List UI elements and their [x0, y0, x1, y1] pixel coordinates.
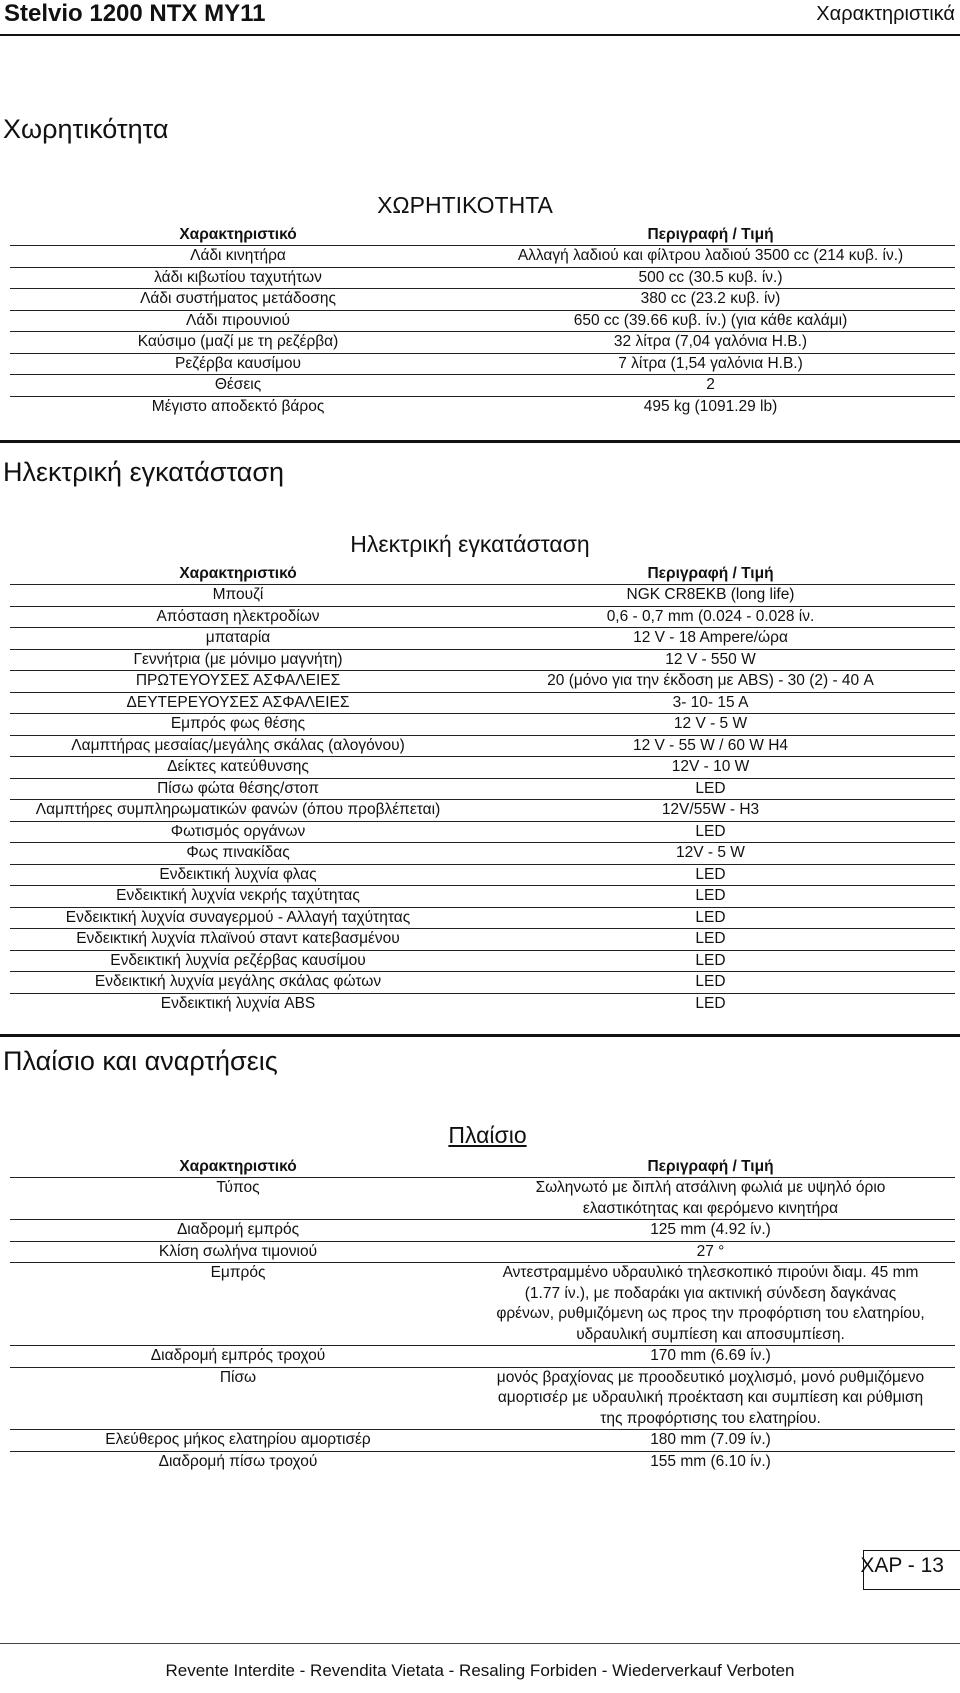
row-value: 500 cc (30.5 κυβ. ίν.) — [638, 268, 783, 286]
row-characteristic: Γεννήτρια (με μόνιμο μαγνήτη) — [133, 650, 343, 668]
capacity-table-title: ΧΩΡΗΤΙΚΟΤΗΤΑ — [377, 192, 553, 218]
table-row — [10, 606, 955, 628]
row-value: Σωληνωτό με διπλή ατσάλινη φωλιά με υψηλό όριο ελαστικότητας και φερόμενο κινητήρα — [535, 1179, 886, 1217]
table-row — [10, 396, 955, 417]
row-value: 155 mm (6.10 ίν.) — [650, 1452, 771, 1470]
table-row — [10, 1346, 955, 1368]
table-row — [10, 1178, 955, 1220]
row-value: 12 V - 5 W — [673, 715, 748, 732]
table-header-row — [10, 563, 955, 585]
table-row — [10, 821, 955, 843]
section-divider — [0, 1034, 960, 1037]
row-value: LED — [695, 930, 726, 947]
row-value: 170 mm (6.69 ίν.) — [650, 1347, 771, 1364]
row-value: LED — [695, 822, 726, 840]
table-row — [10, 972, 955, 994]
column-header-characteristic: Χαρακτηριστικό — [179, 565, 297, 582]
row-value: 2 — [706, 376, 715, 393]
table-row — [10, 310, 955, 332]
header-divider — [0, 34, 960, 36]
column-header-description: Περιγραφή / Τιμή — [647, 1158, 774, 1175]
table-row — [10, 714, 955, 736]
table-row — [10, 585, 955, 607]
row-characteristic: Φως πινακίδας — [186, 844, 290, 861]
table-row — [10, 886, 955, 908]
row-characteristic: Ενδεικτική λυχνία φλας — [159, 865, 317, 883]
capacity-section-title: Χωρητικότητα — [3, 114, 169, 144]
document-model-title: Stelvio 1200 NTX MY11 — [4, 0, 266, 27]
row-value: 0,6 - 0,7 mm (0.024 - 0.028 ίν. — [606, 607, 815, 625]
electrical-table-body — [10, 585, 955, 1015]
row-characteristic: ΔΕΥΤΕΡΕΥΟΥΣΕΣ ΑΣΦΑΛΕΙΕΣ — [126, 693, 350, 711]
table-row — [10, 1430, 955, 1452]
row-characteristic: λάδι κιβωτίου ταχυτήτων — [154, 268, 322, 286]
table-header-row — [10, 224, 955, 246]
row-characteristic: Διαδρομή εμπρός — [176, 1221, 300, 1238]
row-characteristic: Κλίση σωλήνα τιμονιού — [158, 1242, 318, 1260]
row-value: 3- 10- 15 A — [672, 693, 749, 711]
row-characteristic: Ενδεικτική λυχνία νεκρής ταχύτητας — [116, 887, 360, 904]
row-characteristic: Μπουζί — [212, 586, 264, 603]
row-value: 180 mm (7.09 ίν.) — [650, 1431, 771, 1448]
table-row — [10, 649, 955, 671]
row-characteristic: Ενδεικτική λυχνία ABS — [160, 994, 316, 1012]
row-value: 7 λίτρα (1,54 γαλόνια Η.Β.) — [618, 354, 803, 372]
table-row — [10, 1263, 955, 1346]
table-row — [10, 1367, 955, 1430]
chassis-table — [10, 1156, 955, 1472]
table-row — [10, 950, 955, 972]
row-characteristic: Πίσω — [219, 1368, 257, 1386]
row-value: Αντεστραμμένο υδραυλικό τηλεσκοπικό πιρούνι διαμ. 45 mm (1.77 ίν.), με ποδαράκι για ακτινική σύνδεση δαγκάνας φρένων, ρυθμιζόμενη ως προς την προφόρτιση του ελατηρίου, υδραυλική συμπίεση και αποσυμπίεση. — [496, 1264, 925, 1343]
row-value: NGK CR8EKB (long life) — [626, 586, 795, 603]
row-value: 12 V - 55 W / 60 W H4 — [632, 736, 789, 754]
row-value: LED — [695, 908, 726, 926]
table-row — [10, 778, 955, 800]
table-row — [10, 246, 955, 268]
table-row — [10, 800, 955, 822]
row-value: 125 mm (4.92 ίν.) — [650, 1221, 771, 1238]
row-characteristic: Ρεζέρβα καυσίμου — [174, 354, 302, 372]
row-characteristic: Φωτισμός οργάνων — [170, 822, 306, 840]
row-value: 380 cc (23.2 κυβ. ίν) — [640, 290, 781, 307]
table-row — [10, 671, 955, 693]
footer-notice: Revente Interdite - Revendita Vietata - Resaling Forbiden - Wiederverkauf Verboten — [165, 1661, 795, 1680]
footer-divider — [0, 1643, 960, 1644]
row-value: LED — [695, 865, 726, 883]
table-row — [10, 735, 955, 757]
row-characteristic: Λαμπτήρες συμπληρωματικών φανών (όπου προβλέπεται) — [35, 801, 441, 818]
table-row — [10, 757, 955, 779]
row-characteristic: Δείκτες κατεύθυνσης — [167, 758, 309, 775]
table-header-row — [10, 1156, 955, 1178]
electrical-section-title: Ηλεκτρική εγκατάσταση — [3, 457, 285, 487]
row-value: 20 (μόνο για την έκδοση με ABS) - 30 (2) - 40 A — [547, 672, 874, 689]
row-characteristic: Καύσιμο (μαζί με τη ρεζέρβα) — [137, 333, 339, 350]
table-row — [10, 332, 955, 354]
capacity-table — [10, 224, 955, 417]
row-characteristic: Ενδεικτική λυχνία μεγάλης σκάλας φώτων — [94, 973, 382, 990]
chassis-section-title: Πλαίσιο και αναρτήσεις — [3, 1046, 278, 1076]
row-characteristic: Ελεύθερος μήκος ελατηρίου αμορτισέρ — [105, 1431, 371, 1448]
row-characteristic: Λάδι πιρουνιού — [185, 311, 291, 329]
table-row — [10, 1220, 955, 1242]
table-row — [10, 289, 955, 311]
row-characteristic: Διαδρομή πίσω τροχού — [158, 1452, 318, 1470]
row-value: 12 V - 18 Ampere/ώρα — [633, 629, 788, 646]
row-characteristic: Εμπρός — [210, 1264, 266, 1281]
row-characteristic: Ενδεικτική λυχνία συναγερμού - Αλλαγή ταχύτητας — [65, 908, 411, 926]
row-characteristic: Εμπρός φως θέσης — [170, 715, 306, 732]
chassis-table-title: Πλαίσιο — [448, 1122, 527, 1148]
table-row — [10, 864, 955, 886]
table-row — [10, 843, 955, 865]
column-header-characteristic: Χαρακτηριστικό — [179, 1158, 297, 1175]
table-row — [10, 628, 955, 650]
row-value: 12V - 10 W — [671, 758, 750, 775]
column-header-description: Περιγραφή / Τιμή — [647, 226, 774, 243]
row-characteristic: Απόσταση ηλεκτροδίων — [156, 607, 320, 625]
row-value: LED — [695, 887, 726, 904]
row-value: 12V - 5 W — [676, 844, 745, 861]
page-number: ΧΑΡ - 13 — [860, 1554, 944, 1577]
electrical-table-title: Ηλεκτρική εγκατάσταση — [350, 531, 590, 557]
row-value: LED — [695, 994, 726, 1012]
chassis-table-body — [10, 1178, 955, 1473]
table-row — [10, 375, 955, 397]
column-header-characteristic: Χαρακτηριστικό — [179, 226, 297, 243]
row-characteristic: Μέγιστο αποδεκτό βάρος — [151, 397, 325, 415]
row-value: LED — [695, 779, 726, 797]
row-value: LED — [695, 951, 726, 969]
capacity-table-body — [10, 246, 955, 418]
section-divider — [0, 440, 960, 443]
table-row — [10, 692, 955, 714]
row-characteristic: Λαμπτήρας μεσαίας/μεγάλης σκάλας (αλογόνου) — [71, 736, 405, 754]
document-section-label: Χαρακτηριστικά — [816, 3, 955, 25]
row-value: 495 kg (1091.29 lb) — [643, 397, 778, 415]
row-value: LED — [695, 973, 726, 990]
row-characteristic: Λάδι κινητήρα — [190, 247, 286, 264]
row-value: 12V/55W - H3 — [661, 801, 760, 818]
row-value: 27 ° — [696, 1242, 725, 1260]
row-characteristic: ΠΡΩΤΕΥΟΥΣΕΣ ΑΣΦΑΛΕΙΕΣ — [135, 672, 341, 689]
table-row — [10, 907, 955, 929]
table-row — [10, 267, 955, 289]
row-value: 32 λίτρα (7,04 γαλόνια Η.Β.) — [613, 333, 808, 350]
row-characteristic: Λάδι συστήματος μετάδοσης — [140, 290, 336, 307]
row-characteristic: μπαταρία — [205, 629, 271, 646]
row-value: 650 cc (39.66 κυβ. ίν.) (για κάθε καλάμι) — [573, 311, 848, 329]
table-row — [10, 929, 955, 951]
table-row — [10, 353, 955, 375]
table-row — [10, 1451, 955, 1472]
table-row — [10, 993, 955, 1014]
row-characteristic: Πίσω φώτα θέσης/στοπ — [157, 779, 319, 797]
row-characteristic: Ενδεικτική λυχνία ρεζέρβας καυσίμου — [110, 951, 366, 969]
row-value: μονός βραχίονας με προοδευτικό μοχλισμό, μονό ρυθμιζόμενο αμορτισέρ με υδραυλική προέκταση και συμπίεση και ρύθμιση της προφόρτισης του ελατηρίου. — [496, 1368, 925, 1427]
column-header-description: Περιγραφή / Τιμή — [647, 565, 774, 582]
row-value: Αλλαγή λαδιού και φίλτρου λαδιού 3500 cc (214 κυβ. ίν.) — [517, 247, 904, 264]
table-row — [10, 1241, 955, 1263]
row-characteristic: Διαδρομή εμπρός τροχού — [150, 1347, 326, 1364]
row-characteristic: Ενδεικτική λυχνία πλαϊνού σταντ κατεβασμένου — [76, 930, 400, 947]
row-characteristic: Τύπος — [216, 1179, 260, 1196]
row-value: 12 V - 550 W — [665, 650, 756, 668]
electrical-table — [10, 563, 955, 1014]
row-characteristic: Θέσεις — [214, 376, 262, 393]
